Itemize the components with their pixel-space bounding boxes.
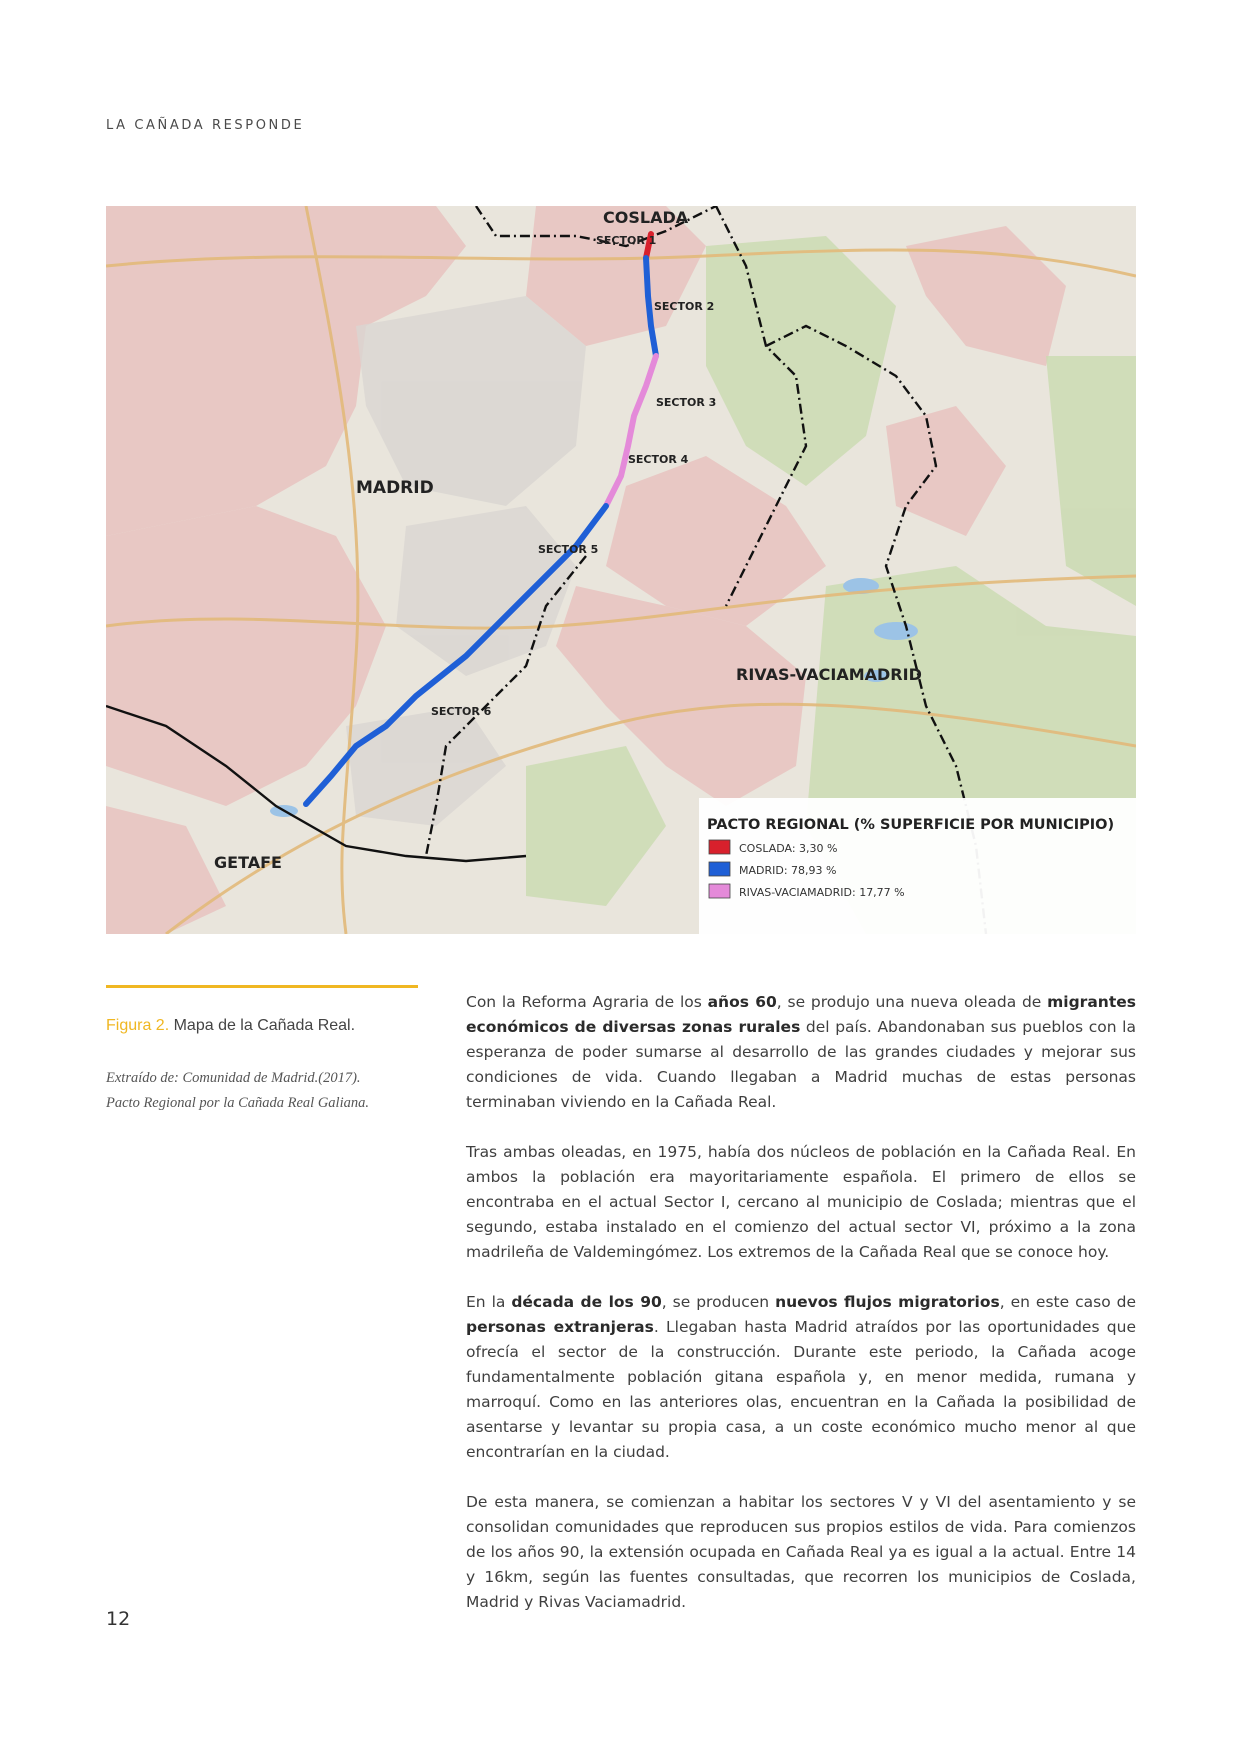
paragraph-4 xyxy=(466,1490,1136,1615)
label-madrid: MADRID xyxy=(356,478,434,498)
figure-title: Mapa de la Cañada Real. xyxy=(173,1017,356,1034)
legend-label-rivas: RIVAS-VACIAMADRID: 17,77 % xyxy=(739,886,905,899)
paragraph-2 xyxy=(466,1140,1136,1265)
legend-title: PACTO REGIONAL (% SUPERFICIE POR MUNICIPIO) xyxy=(707,817,1115,833)
legend-swatch-rivas xyxy=(709,884,730,898)
label-getafe: GETAFE xyxy=(214,853,282,872)
bold-run: personas extranjeras xyxy=(466,1318,654,1336)
caption-divider xyxy=(106,985,418,988)
paragraph-1 xyxy=(466,990,1136,1115)
label-sector-4: SECTOR 4 xyxy=(628,453,689,466)
legend-label-coslada: COSLADA: 3,30 % xyxy=(739,842,838,855)
label-sector-3: SECTOR 3 xyxy=(656,396,717,409)
figure-caption xyxy=(106,1017,426,1035)
text-run: , se produjo una nueva oleada de xyxy=(776,993,1048,1011)
text-run: , se producen xyxy=(661,1293,776,1311)
text-run: del país. Abandonaban sus pueblos con la esperanza de poder sumarse al desarrollo de las grandes ciudades y mejorar sus condiciones de vida. Cuando llegaban a Madrid muchas de estas personas terminaban viviendo en la Cañada Real. xyxy=(466,1018,1136,1111)
legend-label-madrid: MADRID: 78,93 % xyxy=(739,864,837,877)
figure-source-line-1: Extraído de: Comunidad de Madrid.(2017). xyxy=(106,1070,361,1086)
text-run: , en este caso de xyxy=(999,1293,1136,1311)
map-svg xyxy=(106,206,1136,934)
running-header: LA CAÑADA RESPONDE xyxy=(106,118,305,133)
text-run: En la xyxy=(466,1293,512,1311)
label-sector-6: SECTOR 6 xyxy=(431,705,492,718)
body-text xyxy=(466,990,1136,1640)
bold-run: nuevos flujos migratorios xyxy=(775,1293,1000,1311)
paragraph-3 xyxy=(466,1290,1136,1465)
bold-run: años 60 xyxy=(707,993,777,1011)
page-number: 12 xyxy=(106,1608,131,1630)
text-run: Con la Reforma Agraria de los xyxy=(466,993,708,1011)
bold-run: década de los 90 xyxy=(511,1293,662,1311)
canada-real-map xyxy=(106,206,1136,934)
label-rivas: RIVAS-VACIAMADRID xyxy=(736,665,922,684)
figure-number: Figura 2. xyxy=(106,1017,170,1034)
label-coslada: COSLADA xyxy=(603,208,689,227)
label-sector-5: SECTOR 5 xyxy=(538,543,599,556)
text-run: Tras ambas oleadas, en 1975, había dos núcleos de población en la Cañada Real. En ambos la población era mayoritariamente española. El primero de ellos se encontraba en el actual Sector I, cercano al municipio de Coslada; mientras que el segundo, estaba instalado en el comienzo del actual sector VI, próximo a la zona madrileña de Valdemingómez. Los extremos de la Cañada Real que se conoce hoy. xyxy=(466,1143,1136,1261)
figure-source-line-2: Pacto Regional por la Cañada Real Galiana. xyxy=(106,1095,369,1111)
bold-run: migrantes económicos de diversas zonas rurales xyxy=(466,993,1136,1036)
label-sector-2: SECTOR 2 xyxy=(654,300,715,313)
text-run: De esta manera, se comienzan a habitar los sectores V y VI del asentamiento y se consolidan comunidades que reproducen sus propios estilos de vida. Para comienzos de los años 90, la extensión ocupada en Cañada Real ya es igual a la actual. Entre 14 y 16km, según las fuentes consultadas, que recorren los municipios de Coslada, Madrid y Rivas Vaciamadrid. xyxy=(466,1493,1136,1611)
label-sector-1: SECTOR 1 xyxy=(596,234,657,247)
legend-swatch-coslada xyxy=(709,840,730,854)
figure-source xyxy=(106,1066,426,1116)
legend-swatch-madrid xyxy=(709,862,730,876)
text-run: . Llegaban hasta Madrid atraídos por las oportunidades que ofrecía el sector de la construcción. Durante este periodo, la Cañada acoge fundamentalmente población gitana española y, en menor medida, rumana y marroquí. Como en las anteriores olas, encuentran en la Cañada la posibilidad de asentarse y levantar su propia casa, a un coste económico mucho menor al que encontrarían en la ciudad. xyxy=(466,1318,1136,1461)
map-legend xyxy=(699,798,1136,934)
